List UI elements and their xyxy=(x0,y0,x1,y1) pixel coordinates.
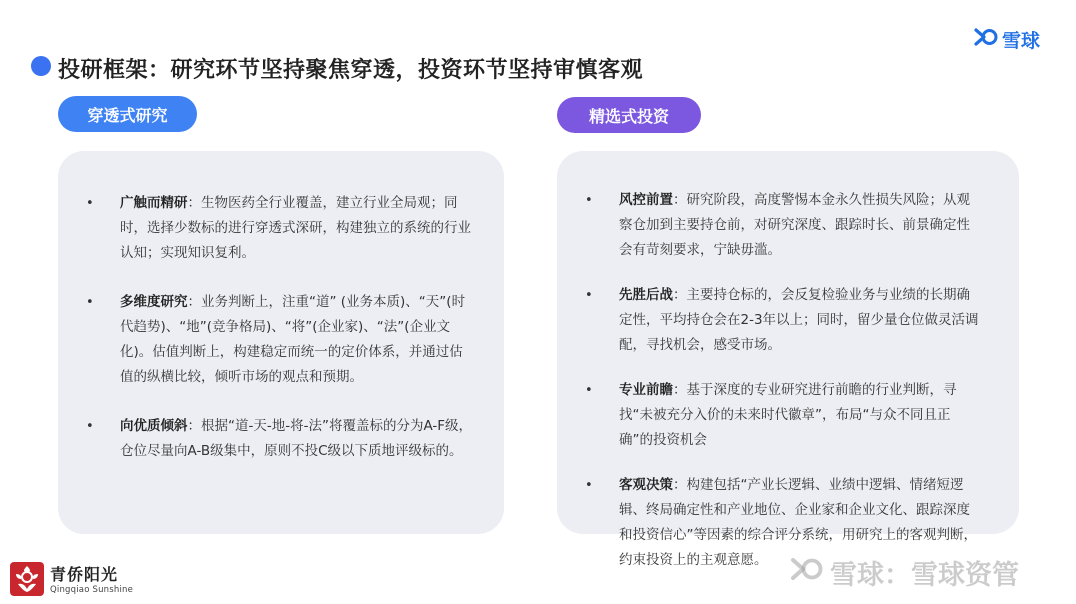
item-body: 基于深度的专业研究进行前瞻的行业判断，寻找“未被充分入价的未来时代徽章”，布局“与众不同且正确”的投资机会 xyxy=(619,382,957,448)
item-body: 根据“道-天-地-将-法”将覆盖标的分为A-F级，仓位尽量向A-B级集中，原则不投C级以下质地评级标的。 xyxy=(120,418,473,459)
bullet-marker: • xyxy=(585,193,593,208)
item-body: 研究阶段，高度警惕本金永久性损失风险；从观察仓加到主要持仓前，对研究深度、跟踪时长、前景确定性会有苛刻要求，宁缺毋滥。 xyxy=(619,192,970,258)
list-item xyxy=(86,414,476,464)
company-name-cn: 青侨阳光 xyxy=(50,565,119,585)
company-logo xyxy=(10,562,133,600)
research-list xyxy=(86,191,476,464)
item-separator: ： xyxy=(673,382,687,398)
item-separator: ： xyxy=(673,477,687,493)
item-body: 构建包括“产业长逻辑、业绩中逻辑、情绪短逻辑、终局确定性和产业地位、企业家和企业文化、跟踪深度和投资信心”等因素的综合评分系统，用研究上的客观判断，约束投资上的主观意愿。 xyxy=(619,477,977,568)
item-heading: 向优质倾斜 xyxy=(120,418,188,434)
list-item xyxy=(585,283,983,358)
research-card xyxy=(58,151,504,534)
item-separator: ： xyxy=(673,192,687,208)
xueqiu-watermark-icon xyxy=(788,554,824,591)
item-separator: ： xyxy=(673,287,687,303)
xueqiu-logo-icon xyxy=(972,26,998,52)
item-heading: 先胜后战 xyxy=(619,287,673,303)
watermark-text: 雪球：雪球资管 xyxy=(830,559,1019,591)
bullet-marker: • xyxy=(585,478,593,493)
item-heading: 客观决策 xyxy=(619,477,673,493)
list-item xyxy=(585,188,983,263)
investment-list xyxy=(585,188,983,573)
page-title: 投研框架：研究环节坚持聚焦穿透，投资环节坚持审慎客观 xyxy=(58,58,644,83)
company-name-en: Qingqiao Sunshine xyxy=(50,585,134,596)
item-heading: 广触而精研 xyxy=(120,195,188,211)
xueqiu-brand xyxy=(972,26,1040,52)
item-body: 主要持仓标的，会反复检验业务与业绩的长期确定性，平均持仓会在2-3年以上；同时，留少量仓位做灵活调配，寻找机会，感受市场。 xyxy=(619,287,979,353)
tag-penetrating-research: 穿透式研究 xyxy=(58,96,197,132)
tag-selective-investment: 精选式投资 xyxy=(557,97,701,133)
item-body: 业务判断上，注重“道” (业务本质)、“天”(时代趋势)、“地”(竞争格局)、“将”(企业家)、“法”(企业文化)。估值判断上，构建稳定而统一的定价体系，并通过估值的纵横比较，倾听市场的观点和预期。 xyxy=(120,294,466,385)
bullet-marker: • xyxy=(86,196,94,211)
bullet-marker: • xyxy=(86,419,94,434)
item-body: 生物医药全行业覆盖，建立行业全局观；同时，选择少数标的进行穿透式深研，构建独立的系统的行业认知；实现知识复利。 xyxy=(120,195,471,261)
bullet-marker: • xyxy=(585,288,593,303)
list-item xyxy=(86,191,476,266)
bullet-marker: • xyxy=(86,295,94,310)
list-item xyxy=(86,290,476,390)
item-heading: 风控前置 xyxy=(619,192,673,208)
xueqiu-brand-text: 雪球 xyxy=(1002,29,1041,52)
title-bullet-dot xyxy=(31,56,51,76)
list-item xyxy=(585,378,983,453)
item-heading: 专业前瞻 xyxy=(619,382,673,398)
item-separator: ： xyxy=(187,195,201,211)
item-heading: 多维度研究 xyxy=(120,294,188,310)
investment-card xyxy=(557,151,1019,568)
item-separator: ： xyxy=(187,294,201,310)
qingqiao-logo-icon xyxy=(10,562,44,600)
bullet-marker: • xyxy=(585,383,593,398)
item-separator: ： xyxy=(187,418,201,434)
xueqiu-watermark xyxy=(788,552,1019,592)
